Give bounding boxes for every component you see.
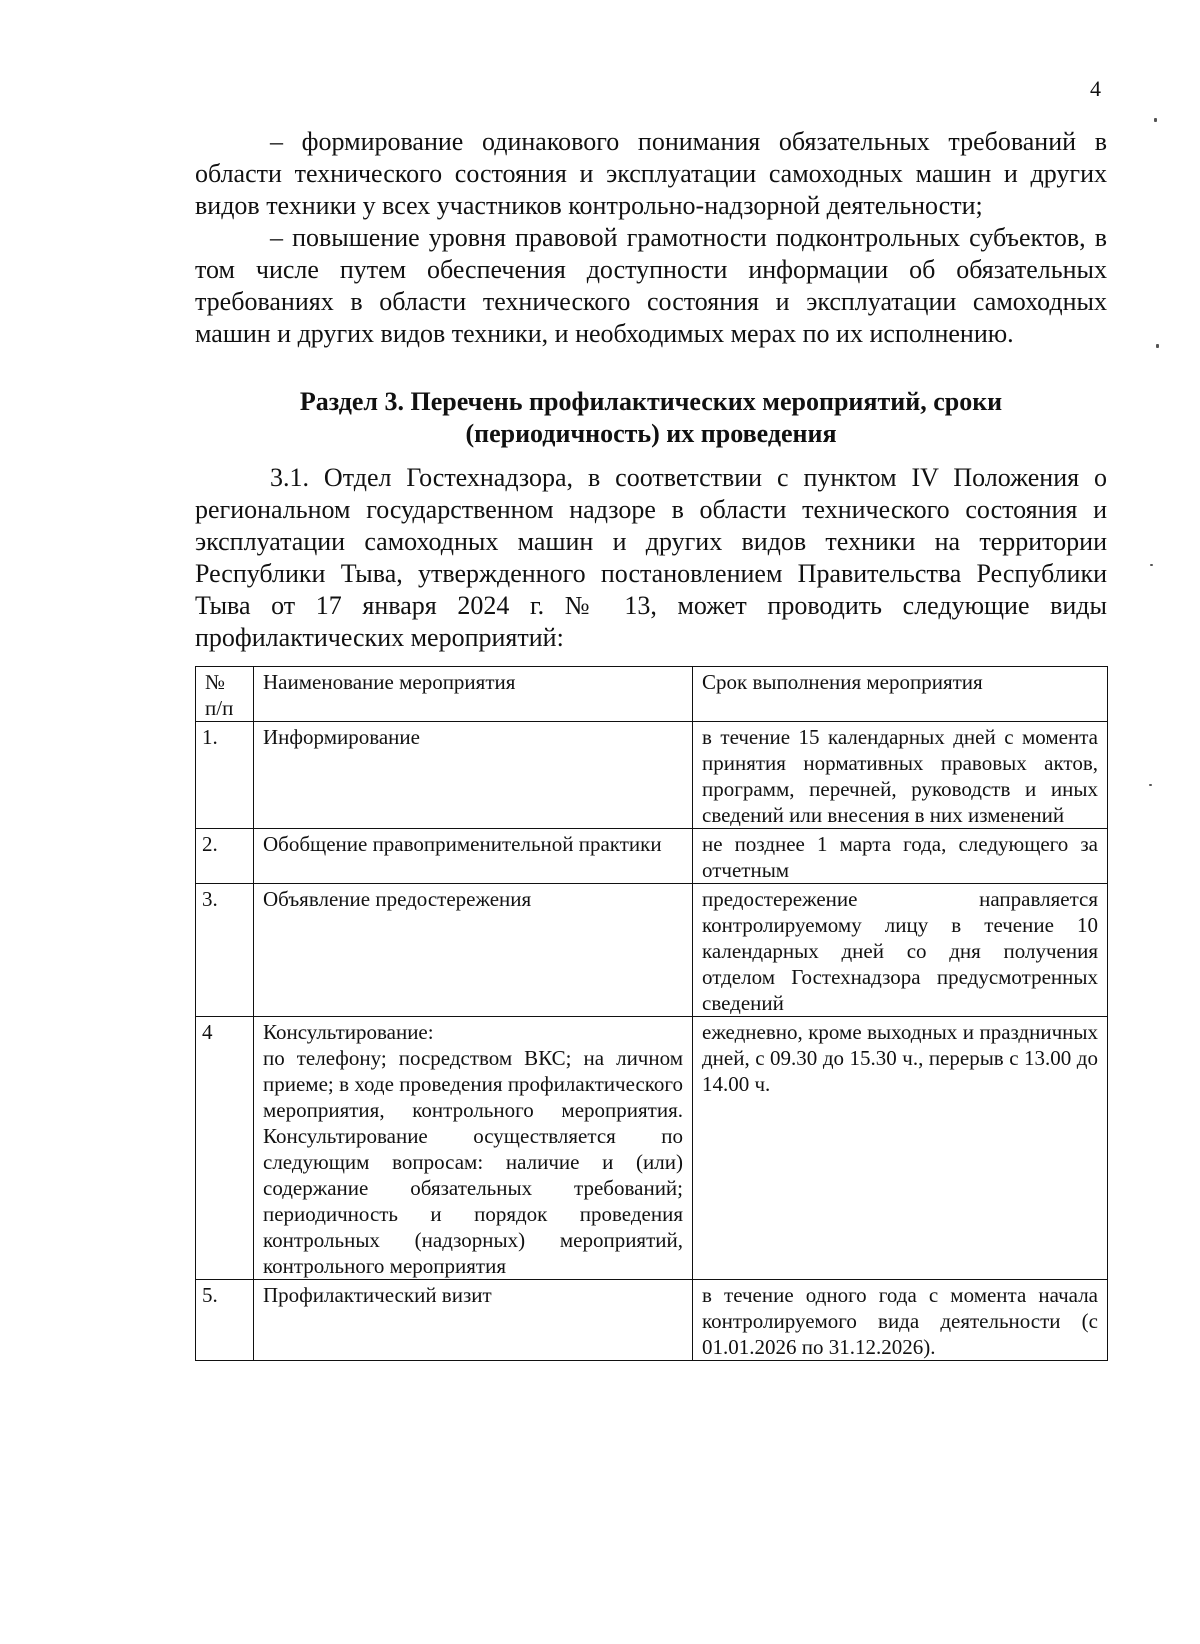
row-term: в течение 15 календарных дней с момента принятия нормативных правовых актов, программ, перечней, руководств и иных сведений или внесения в них изменений [693, 722, 1108, 829]
scan-speck [1156, 344, 1159, 348]
table-row [196, 1017, 1108, 1280]
scan-speck [1149, 784, 1152, 786]
table-row [196, 1280, 1108, 1361]
table-header-row [196, 667, 1108, 722]
header-num-line1: № [205, 670, 226, 694]
section-title-line2: (периодичность) их проведения [465, 419, 837, 448]
measures-table [195, 666, 1108, 1361]
row-num: 2. [196, 829, 254, 884]
row-name: Информирование [254, 722, 693, 829]
row-num: 3. [196, 884, 254, 1017]
scan-speck [1154, 118, 1157, 122]
table-row [196, 884, 1108, 1017]
row-name-heading: Консультирование: [263, 1020, 434, 1044]
document-body [195, 126, 1107, 1361]
row-name: Профилактический визит [254, 1280, 693, 1361]
row-term: предостережение направляется контролируемому лицу в течение 10 календарных дней со дня получения отделом Гостехнадзора предусмотренных сведений [693, 884, 1108, 1017]
header-num-line2: п/п [205, 696, 234, 720]
section-title-line1: Раздел 3. Перечень профилактических мероприятий, сроки [299, 387, 1003, 416]
header-name: Наименование мероприятия [254, 667, 693, 722]
table-row [196, 722, 1108, 829]
table-row [196, 829, 1108, 884]
row-term: ежедневно, кроме выходных и праздничных дней, с 09.30 до 15.30 ч., перерыв с 13.00 до 14.00 ч. [693, 1017, 1108, 1280]
row-name: Обобщение правоприменительной практики [254, 829, 693, 884]
row-name: Объявление предостережения [254, 884, 693, 1017]
section-heading [195, 386, 1107, 450]
row-num: 5. [196, 1280, 254, 1361]
scan-speck [1150, 564, 1153, 566]
row-term: в течение одного года с момента начала контролируемого вида деятельности (с 01.01.2026 по 31.12.2026). [693, 1280, 1108, 1361]
row-name [254, 1017, 693, 1280]
paragraph-goal-legal-literacy: – повышение уровня правовой грамотности подконтрольных субъектов, в том числе путем обеспечения доступности информации об обязательных требованиях в области технического состояния и эксплуатации самоходных машин и других видов техники, и необходимых мерах по их исполнению. [195, 223, 1107, 348]
row-num: 1. [196, 722, 254, 829]
row-name-details: по телефону; посредством ВКС; на личном приеме; в ходе проведения профилактического мероприятия, контрольного мероприятия. Консультирование осуществляется по следующим вопросам: наличие и (или) содержание обязательных требований; периодичность и порядок проведения контрольных (надзорных) мероприятий, контрольного мероприятия [263, 1046, 683, 1278]
header-num [196, 667, 254, 722]
header-term: Срок выполнения мероприятия [693, 667, 1108, 722]
page-number: 4 [1090, 76, 1101, 101]
section-intro: 3.1. Отдел Гостехнадзора, в соответствии с пунктом IV Положения о региональном государственном надзоре в области технического состояния и эксплуатации самоходных машин и других видов техники на территории Республики Тыва, утвержденного постановлением Правительства Республики Тыва от 17 января 2024 г. № 13, может проводить следующие виды профилактических мероприятий: [195, 463, 1107, 652]
paragraph-goal-understanding: – формирование одинакового понимания обязательных требований в области технического состояния и эксплуатации самоходных машин и других видов техники у всех участников контрольно-надзорной деятельности; [195, 127, 1107, 220]
row-term: не позднее 1 марта года, следующего за отчетным [693, 829, 1108, 884]
row-num: 4 [196, 1017, 254, 1280]
